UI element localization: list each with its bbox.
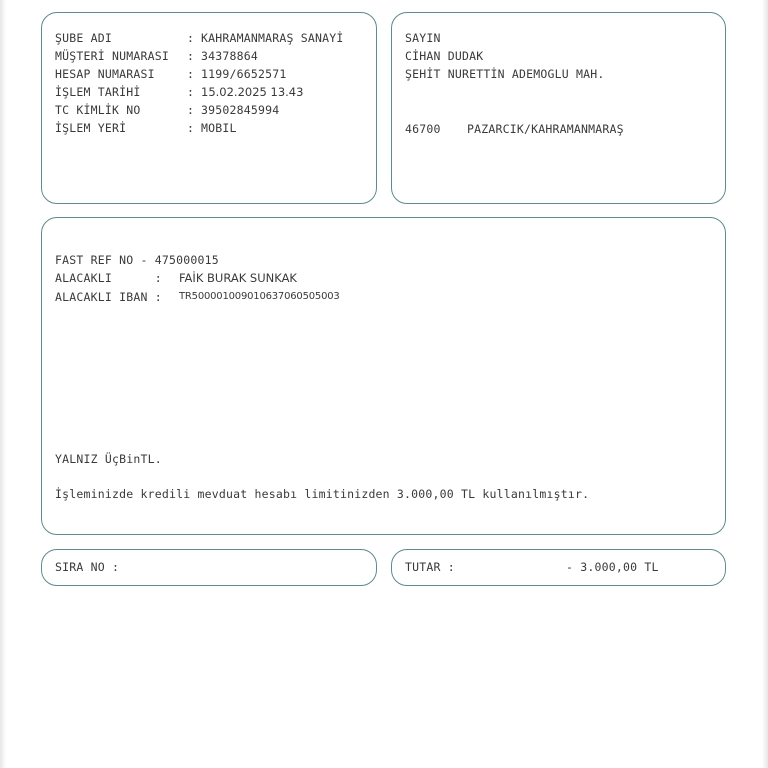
- postal-code: 46700: [405, 122, 441, 136]
- fast-reference: FAST REF NO - 475000015: [55, 253, 219, 267]
- account-number-label: HESAP NUMARASI: [55, 67, 155, 81]
- salutation: SAYIN: [405, 31, 441, 45]
- account-number-value: 1199/6652571: [201, 67, 287, 81]
- page-edge-shadow: [762, 0, 768, 768]
- sequence-number-box: [41, 549, 377, 586]
- separator: :: [187, 31, 195, 45]
- transaction-date-value: 15.02.2025 13.43: [201, 85, 304, 99]
- customer-number-label: MÜŞTERİ NUMARASI: [55, 49, 169, 63]
- transaction-date-label: İŞLEM TARİHİ: [55, 85, 141, 99]
- national-id-label: TC KİMLİK NO: [55, 103, 141, 117]
- separator: :: [187, 49, 195, 63]
- recipient-label: ALACAKLI :: [55, 271, 162, 285]
- separator: :: [187, 85, 195, 99]
- customer-number-value: 34378864: [201, 49, 258, 63]
- separator: :: [187, 103, 195, 117]
- transaction-place-label: İŞLEM YERİ: [55, 121, 127, 135]
- amount-value: - 3.000,00 TL: [566, 560, 659, 574]
- city: PAZARCIK/KAHRAMANMARAŞ: [467, 122, 624, 136]
- branch-info-box: [41, 12, 377, 204]
- customer-name: CİHAN DUDAK: [405, 49, 484, 63]
- amount-label: TUTAR :: [405, 560, 455, 574]
- branch-name-label: ŞUBE ADI: [55, 31, 112, 45]
- address-line: ŞEHİT NURETTİN ADEMOGLU MAH.: [405, 67, 605, 81]
- iban-value: TR500001009010637060505003: [179, 291, 340, 302]
- transaction-place-value: MOBIL: [201, 121, 237, 135]
- iban-label: ALACAKLI IBAN :: [55, 290, 162, 304]
- separator: :: [187, 67, 195, 81]
- page-edge-shadow: [0, 0, 6, 768]
- branch-name-value: KAHRAMANMARAŞ SANAYİ: [201, 31, 344, 45]
- national-id-value: 39502845994: [201, 103, 280, 117]
- amount-box: [391, 549, 726, 586]
- recipient-value: FAİK BURAK SUNKAK: [179, 271, 297, 285]
- overdraft-note: İşleminizde kredili mevduat hesabı limitinizden 3.000,00 TL kullanılmıştır.: [55, 487, 590, 501]
- sequence-number-label: SIRA NO :: [55, 560, 120, 574]
- amount-in-words: YALNIZ ÜçBinTL.: [55, 452, 162, 466]
- transfer-details-box: [41, 217, 726, 535]
- separator: :: [187, 121, 195, 135]
- customer-address-box: [391, 12, 726, 204]
